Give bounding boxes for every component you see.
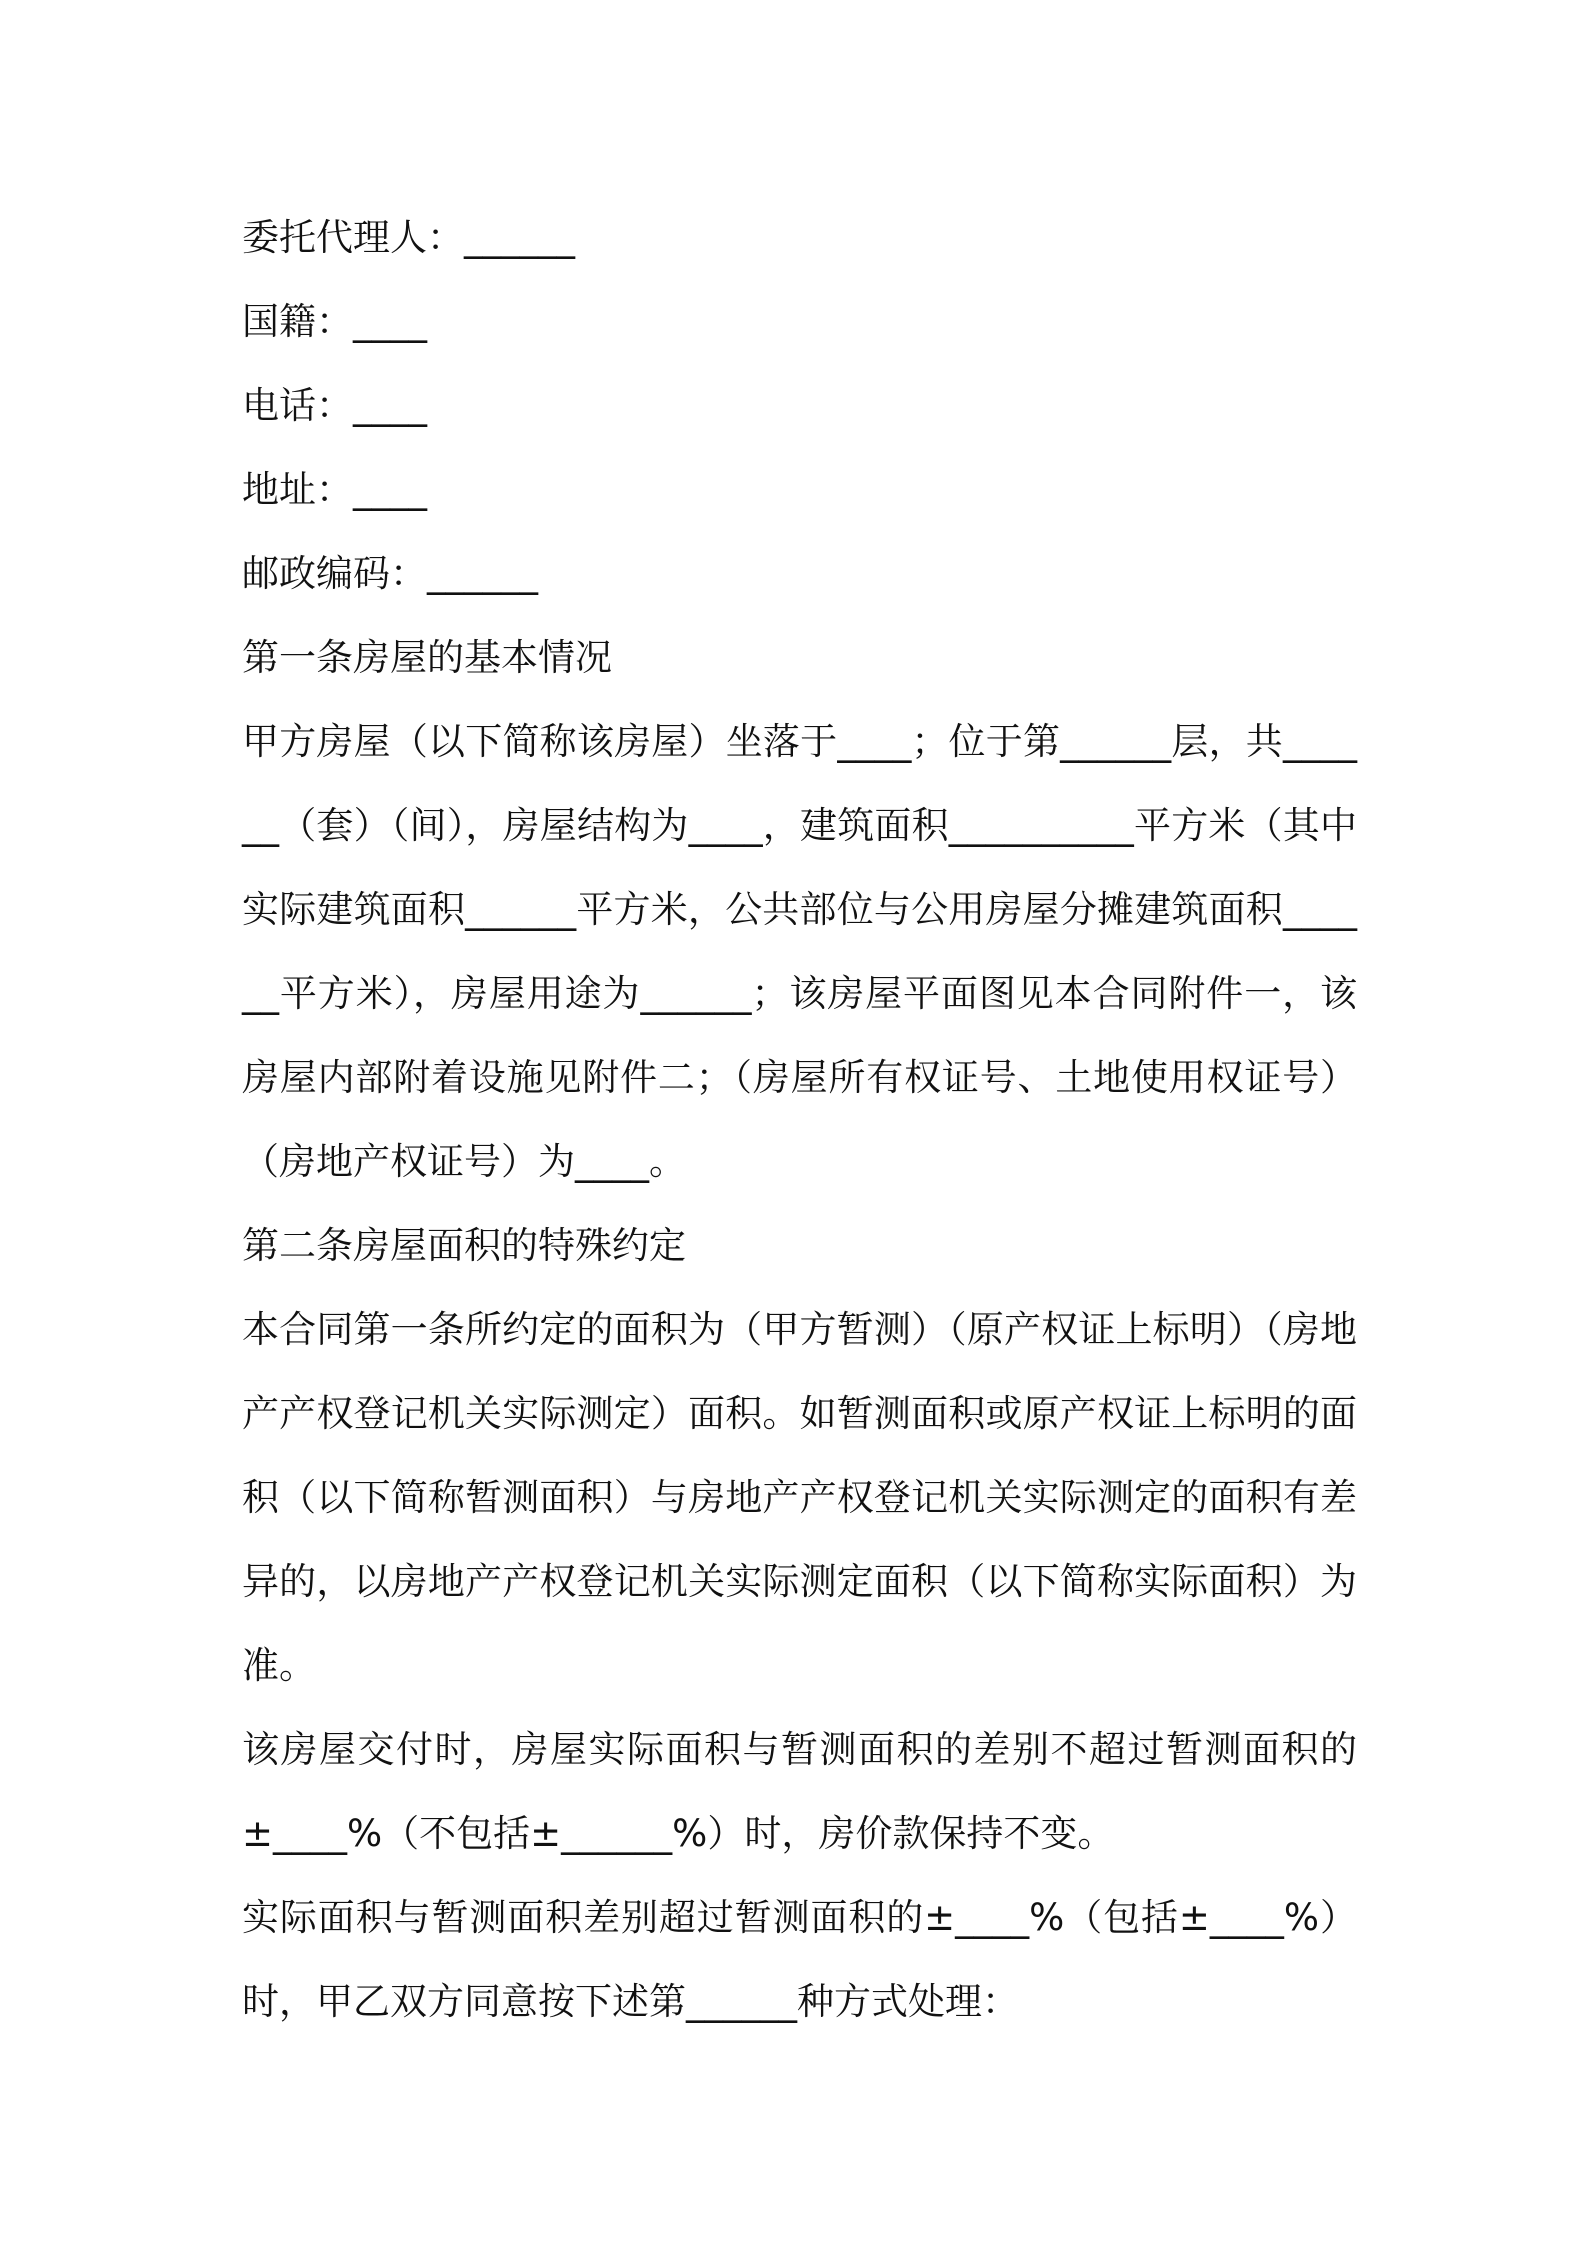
nationality-line: 国籍：____ [242,300,427,343]
phone-line: 电话：____ [242,384,427,427]
agent-line: 委托代理人：______ [242,216,575,259]
article-2-paragraph-3: 实际面积与暂测面积差别超过暂测面积的±____%（包括±____%）时，甲乙双方同意按下述第______种方式处理： [242,1896,1357,2023]
postal-code-line: 邮政编码：______ [242,552,538,595]
article-2-heading: 第二条房屋面积的特殊约定 [242,1224,686,1267]
article-1-heading: 第一条房屋的基本情况 [242,636,612,679]
contract-text [242,196,1357,2044]
article-1-body: 甲方房屋（以下简称该房屋）坐落于____；位于第______层，共______（套）（间），房屋结构为____，建筑面积__________平方米（其中实际建筑面积______平方米，公共部位与公用房屋分摊建筑面积______平方米），房屋用途为______；该房屋平面图见本合同附件一，该房屋内部附着设施见附件二；（房屋所有权证号、土地使用权证号）（房地产权证号）为____。 [242,720,1357,1183]
article-2-paragraph-2: 该房屋交付时，房屋实际面积与暂测面积的差别不超过暂测面积的±____%（不包括±______%）时，房价款保持不变。 [242,1728,1357,1855]
article-2-paragraph-1: 本合同第一条所约定的面积为（甲方暂测）（原产权证上标明）（房地产产权登记机关实际测定）面积。如暂测面积或原产权证上标明的面积（以下简称暂测面积）与房地产产权登记机关实际测定的面积有差异的，以房地产产权登记机关实际测定面积（以下简称实际面积）为准。 [242,1308,1357,1687]
address-line: 地址：____ [242,468,427,511]
